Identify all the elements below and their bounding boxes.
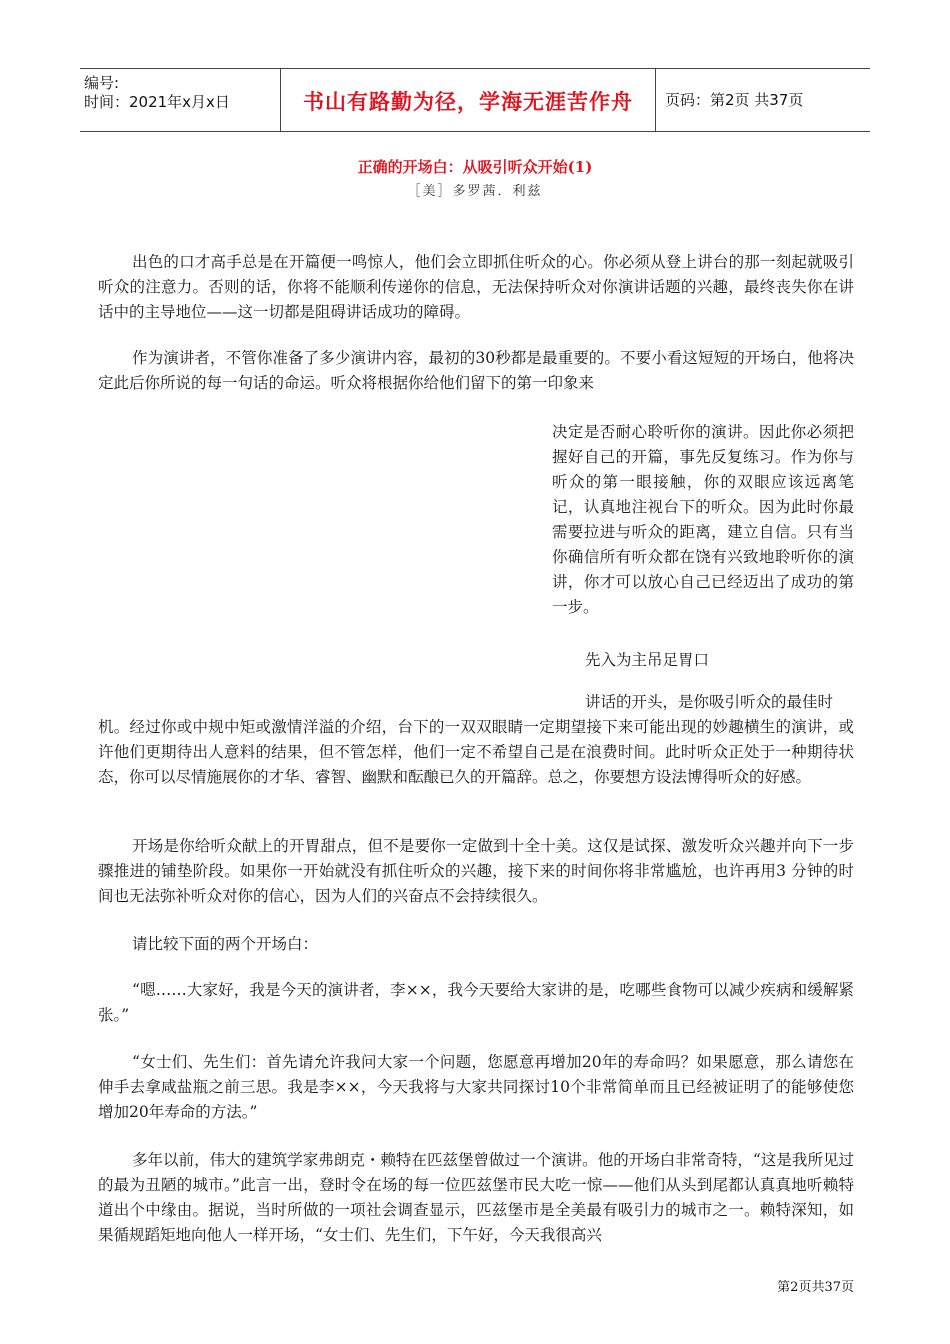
paragraph-9: 多年以前，伟大的建筑学家弗朗克・赖特在匹兹堡曾做过一个演讲。他的开场白非常奇特，“这是我所见过的最为丑陋的城市。”此言一出，登时令在场的每一位匹兹堡市民大吃一惊——他们从头到尾都认真真地听赖特道出个中缘由。据说，当时所做的一项社会调查显示，匹兹堡市是全美最有吸引力的城市之一。赖特深知，如果循规蹈矩地向他人一样开场，“女士们、先生们，下午好，今天我很高兴 — [98, 1151, 854, 1244]
paragraph-5: 开场是你给听众献上的开胃甜点，但不是要你一定做到十全十美。这仅是试探、激发听众兴趣并向下一步骤推进的铺垫阶段。如果你一开始就没有抓住听众的兴趣，接下来的时间你将非常尴尬，也许再用3 分钟的时间也无法弥补听众对你的信心，因为人们的兴奋点不会持续很久。 — [98, 837, 854, 905]
article-title: 正确的开场白：从吸引听众开始(1) — [357, 158, 593, 176]
header-page-cell — [655, 69, 870, 131]
paragraph-7: “嗯……大家好，我是今天的演讲者，李××，我今天要给大家讲的是，吃哪些食物可以减少疾病和缓解紧张。” — [98, 981, 854, 1024]
paragraph-3-column: 决定是否耐心聆听你的演讲。因此你必须把握好自己的开篇，事先反复练习。作为你与听众的第一眼接触，你的双眼应该远离笔记，认真地注视台下的听众。因为此时你最需要拉进与听众的距离，建立自信。只有当你确信所有听众都在饶有兴致地聆听你的演讲，你才可以放心自己已经迈出了成功的第一步。 — [552, 423, 854, 616]
article-author: ［美］多罗茜．利兹 — [407, 184, 543, 199]
page-header — [80, 68, 870, 132]
paragraph-1: 出色的口才高手总是在开篇便一鸣惊人，他们会立即抓住听众的心。你必须从登上讲台的那一刻起就吸引听众的注意力。否则的话，你将不能顺利传递你的信息，无法保持听众对你演讲话题的兴趣，最终丧失你在讲话中的主导地位——这一切都是阻碍讲话成功的障碍。 — [98, 253, 854, 321]
footer-page-info: 第2页共37页 — [777, 1280, 854, 1295]
paragraph-4-start: 讲话的开头，是你吸引听众的最佳时 — [585, 693, 834, 711]
paragraph-4: 机。经过你或中规中矩或激情洋溢的介绍，台下的一双双眼睛一定期望接下来可能出现的妙趣横生的演讲，或许他们更期待出人意料的结果，但不管怎样，他们一定不希望自己是在浪费时间。此时听众正处于一种期待状态，你可以尽情施展你的才华、睿智、幽默和酝酿已久的开篇辞。总之，你要想方设法博得听众的好感。 — [98, 718, 854, 786]
paragraph-2: 作为演讲者，不管你准备了多少演讲内容，最初的30秒都是最重要的。不要小看这短短的开场白，他将决定此后你所说的每一句话的命运。听众将根据你给他们留下的第一印象来 — [98, 349, 854, 392]
time-label: 时间：2021年x月x日 — [84, 93, 230, 111]
paragraph-6: 请比较下面的两个开场白： — [132, 935, 319, 953]
motto: 书山有路勤为径，学海无涯苦作舟 — [303, 90, 633, 114]
number-label: 编号: — [84, 74, 120, 92]
header-motto-cell — [280, 69, 656, 131]
header-page-info: 页码：第2页 共37页 — [665, 91, 804, 109]
header-meta — [80, 69, 280, 131]
paragraph-8: “女士们、先生们：首先请允许我问大家一个问题，您愿意再增加20年的寿命吗？如果愿意，那么请您在伸手去拿咸盐瓶之前三思。我是李××，今天我将与大家共同探讨10个非常简单而且已经被证明了的能够使您增加20年寿命的方法。” — [98, 1053, 854, 1121]
section-subheading: 先入为主吊足胃口 — [585, 651, 710, 669]
